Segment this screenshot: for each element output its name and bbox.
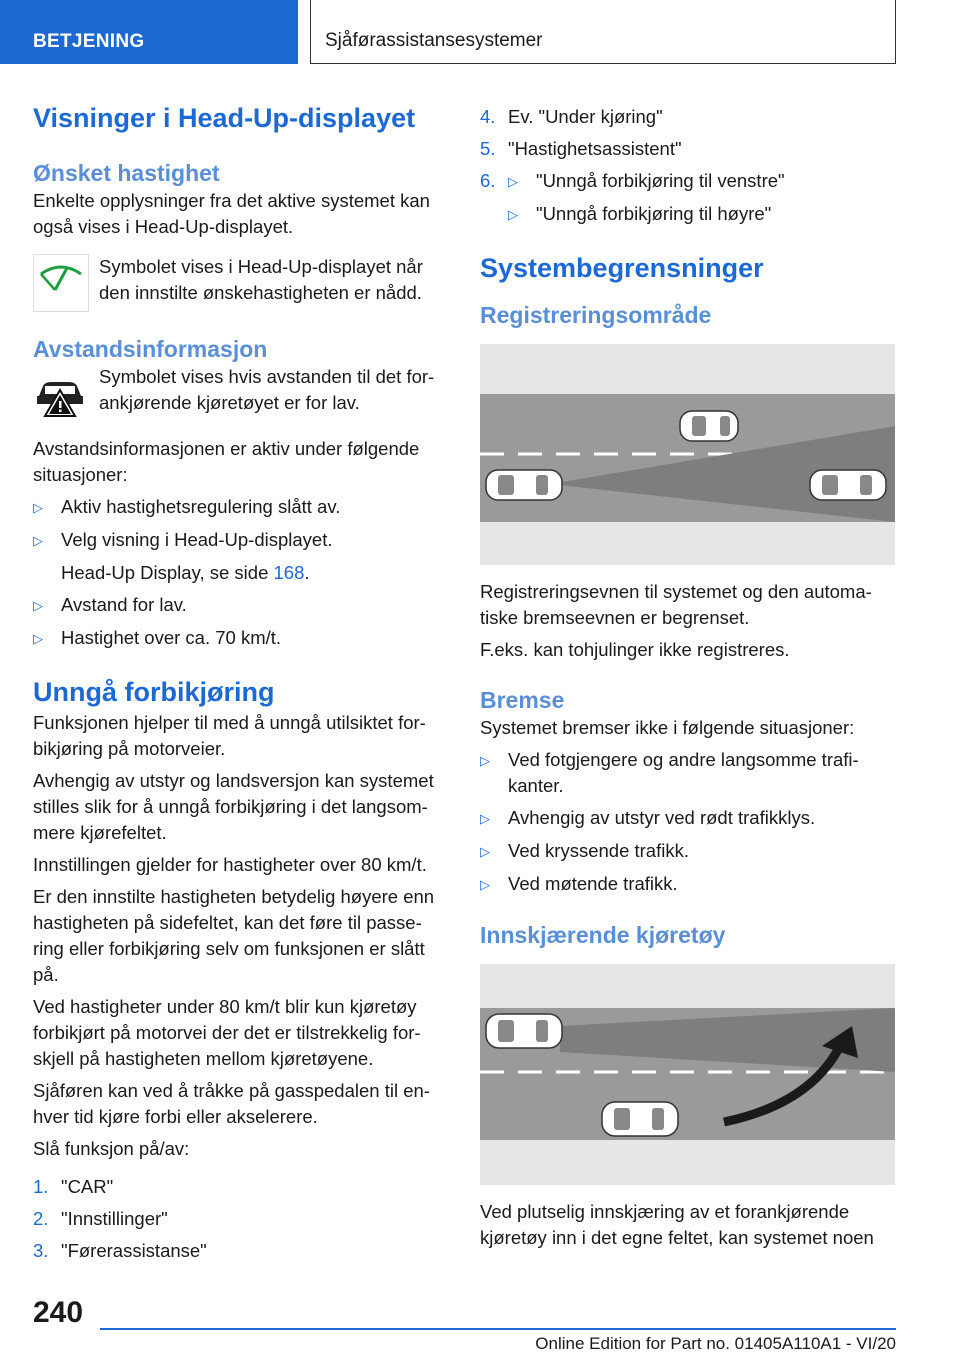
paragraph: Er den innstilte hastigheten betydelig høyere enn hastigheten på sidefeltet, kan det føre til passe-ring eller forbikjøring selv om funksjonen er slått på.	[33, 886, 435, 985]
detection-range-illustration	[480, 344, 895, 565]
paragraph: Innstillingen gjelder for hastigheter over 80 km/t.	[33, 854, 427, 875]
paragraph-bremse: Systemet bremser ikke i følgende situasjoner:	[480, 717, 855, 738]
triangle-bullet-icon: ▷	[480, 811, 490, 826]
numbered-step: 5. "Hastighetsassistent"	[480, 138, 682, 159]
numbered-step: 4. Ev. "Under kjøring"	[480, 106, 663, 127]
heading-visninger: Visninger i Head-Up-displayet	[33, 103, 416, 133]
paragraph: Ved hastigheter under 80 km/t blir kun kjøretøy forbikjørt på motorvei der det er tilstrekkelig for-skjell på hastigheten mellom kjøretøyene.	[33, 996, 421, 1069]
list-item: ▷ Velg visning i Head-Up-displayet.	[33, 527, 448, 554]
car-icon	[486, 1014, 562, 1048]
heading-registreringsomrade: Registreringsområde	[480, 302, 712, 328]
paragraph-symbol-avstand: Symbolet vises hvis avstanden til det for-ankjørende kjøretøyet er for lav.	[99, 366, 435, 413]
heading-unnga-forbikjoring: Unngå forbikjøring	[33, 677, 275, 707]
paragraph-registrering-2: F.eks. kan tohjulinger ikke registreres.	[480, 639, 790, 660]
paragraph: Avhengig av utstyr og landsversjon kan systemet stilles slik for å unngå forbikjøring i det langsom-mere kjørefeltet.	[33, 770, 434, 843]
triangle-bullet-icon: ▷	[33, 533, 43, 548]
list-item: ▷ Aktiv hastighetsregulering slått av.	[33, 494, 448, 521]
distance-warning-icon	[33, 364, 89, 422]
paragraph-enkelte: Enkelte opplysninger fra det aktive systemet kan også vises i Head-Up-displayet.	[33, 190, 430, 237]
distance-symbol-row	[33, 364, 448, 422]
car-icon	[810, 470, 886, 500]
triangle-bullet-icon: ▷	[480, 753, 490, 768]
heading-bremse: Bremse	[480, 687, 565, 713]
numbered-step-option: ▷ "Unngå forbikjøring til høyre"	[480, 201, 900, 228]
paragraph: Slå funksjon på/av:	[33, 1138, 190, 1159]
paragraph-registrering-1: Registreringsevnen til systemet og den automa-tiske bremseevnen er begrenset.	[480, 581, 872, 628]
heading-avstandsinformasjon: Avstandsinformasjon	[33, 336, 268, 362]
triangle-bullet-icon: ▷	[508, 174, 518, 189]
triangle-bullet-icon: ▷	[480, 844, 490, 859]
paragraph: Funksjonen hjelper til med å unngå utilsiktet for-bikjøring på motorveier.	[33, 712, 426, 759]
cut-in-vehicle-illustration	[480, 964, 895, 1185]
heading-systembegrensninger: Systembegrensninger	[480, 253, 764, 283]
section-title: Sjåførassistansesystemer	[310, 0, 896, 64]
hud-cross-reference: Head-Up Display, se side 168.	[61, 562, 310, 583]
list-item: ▷ Ved møtende trafikk.	[480, 871, 900, 898]
speed-symbol-row	[33, 254, 448, 312]
paragraph-avstand-aktiv: Avstandsinformasjonen er aktiv under følgende situasjoner:	[33, 438, 420, 485]
speed-reached-icon	[33, 254, 89, 312]
list-item: ▷ Ved fotgjengere og andre langsomme trafi-kanter.	[480, 747, 900, 799]
list-item: ▷ Ved kryssende trafikk.	[480, 838, 900, 865]
numbered-step: 2. "Innstillinger"	[33, 1208, 168, 1229]
triangle-bullet-icon: ▷	[33, 598, 43, 613]
triangle-bullet-icon: ▷	[33, 631, 43, 646]
list-item: ▷ Hastighet over ca. 70 km/t.	[33, 625, 448, 652]
paragraph-symbol-hastighet: Symbolet vises i Head-Up-displayet når den innstilte ønskehastigheten er nådd.	[99, 256, 423, 303]
heading-innskjaerende: Innskjærende kjøretøy	[480, 922, 726, 948]
numbered-step: 1. "CAR"	[33, 1176, 114, 1197]
paragraph-innskjaering: Ved plutselig innskjæring av et forankjørende kjøretøy inn i det egne feltet, kan systemet noen	[480, 1201, 874, 1248]
numbered-step: 3. "Førerassistanse"	[33, 1240, 207, 1261]
numbered-step: 6. ▷ "Unngå forbikjøring til venstre"	[480, 168, 900, 195]
car-icon	[486, 470, 562, 500]
page-number: 240	[33, 1296, 84, 1329]
page-link[interactable]: 168	[273, 562, 305, 583]
car-icon	[680, 411, 738, 441]
car-icon	[602, 1102, 678, 1136]
paragraph: Sjåføren kan ved å tråkke på gasspedalen til en-hver tid kjøre forbi eller akselerere.	[33, 1080, 430, 1127]
chapter-tab: BETJENING	[0, 0, 298, 64]
triangle-bullet-icon: ▷	[508, 207, 518, 222]
triangle-bullet-icon: ▷	[33, 500, 43, 515]
right-column	[480, 100, 900, 1251]
left-column	[33, 100, 448, 1264]
footer-divider	[100, 1328, 896, 1330]
edition-footer: Online Edition for Part no. 01405A110A1 - VI/20	[535, 1334, 896, 1353]
triangle-bullet-icon: ▷	[480, 877, 490, 892]
list-item: ▷ Avhengig av utstyr ved rødt trafikklys.	[480, 805, 900, 832]
list-item: ▷ Avstand for lav.	[33, 592, 448, 619]
heading-onsket-hastighet: Ønsket hastighet	[33, 160, 220, 186]
